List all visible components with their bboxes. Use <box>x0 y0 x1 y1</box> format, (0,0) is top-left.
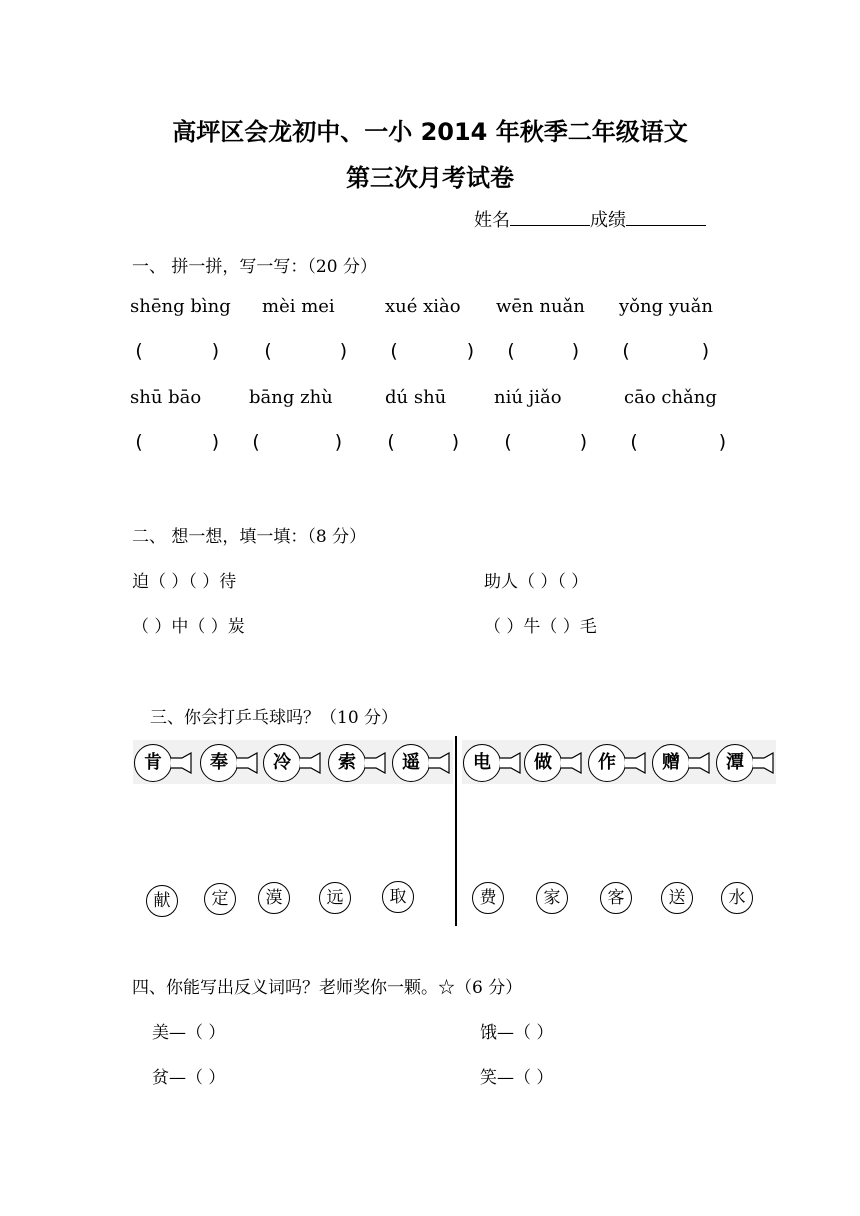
pinyin-item: xué xiào <box>385 296 461 317</box>
paddle-ball: 潭 <box>716 744 754 782</box>
paddle[interactable] <box>392 742 456 784</box>
idiom-item: 迫（ ）（ ）待 <box>132 572 237 592</box>
name-score-line <box>474 206 706 232</box>
paddle-handle-icon <box>752 752 774 774</box>
answer-paren-close: ) <box>570 340 582 362</box>
paddle-handle-icon <box>299 752 321 774</box>
answer-paren-open: ( <box>620 340 632 362</box>
paddle-handle-icon <box>236 752 258 774</box>
pinyin-item: bāng zhù <box>249 387 333 408</box>
ping-pong-ball[interactable]: 水 <box>721 882 753 914</box>
section3-divider <box>455 736 457 926</box>
antonym-item: 笑—（ ） <box>480 1068 554 1088</box>
pinyin-item: niú jiǎo <box>494 387 562 408</box>
pinyin-item: dú shū <box>385 387 447 408</box>
answer-paren-close: ) <box>450 431 462 453</box>
exam-title-line2: 第三次月考试卷 <box>346 164 514 192</box>
ping-pong-ball[interactable]: 定 <box>204 883 236 915</box>
answer-paren-close: ) <box>333 431 345 453</box>
paddle[interactable] <box>134 742 198 784</box>
paddle-ball: 索 <box>328 744 366 782</box>
paddle[interactable] <box>463 742 527 784</box>
exam-title-line1: 高坪区会龙初中、一小 2014 年秋季二年级语文 <box>172 118 688 146</box>
ping-pong-ball[interactable]: 远 <box>319 882 351 914</box>
paddle[interactable] <box>263 742 327 784</box>
paddle[interactable] <box>328 742 392 784</box>
paddle-ball: 冷 <box>263 744 301 782</box>
pinyin-item: shēng bìng <box>130 296 231 317</box>
ping-pong-ball[interactable]: 漠 <box>258 882 290 914</box>
answer-paren-open: ( <box>133 340 145 362</box>
paddle-handle-icon <box>499 752 521 774</box>
paddle[interactable] <box>716 742 780 784</box>
name-label: 姓名 <box>474 210 510 231</box>
answer-paren-open: ( <box>385 431 397 453</box>
ping-pong-ball[interactable]: 家 <box>536 882 568 914</box>
antonym-item: 贫—（ ） <box>152 1068 226 1088</box>
paddle-ball: 赠 <box>652 744 690 782</box>
ping-pong-ball[interactable]: 取 <box>382 881 414 913</box>
score-blank[interactable] <box>626 207 706 226</box>
paddle-handle-icon <box>560 752 582 774</box>
paddle[interactable] <box>200 742 264 784</box>
idiom-item: 助人（ ）（ ） <box>484 572 589 592</box>
section4-heading: 四、你能写出反义词吗？老师奖你一颗。☆（6 分） <box>132 978 523 998</box>
answer-paren-close: ) <box>717 431 729 453</box>
paddle-handle-icon <box>688 752 710 774</box>
section1-heading: 一、 拼一拼，写一写：（20 分） <box>132 257 377 277</box>
section3-heading: 三、你会打乒乓球吗？（10 分） <box>150 708 399 728</box>
ping-pong-ball[interactable]: 费 <box>472 882 504 914</box>
paddle-handle-icon <box>170 752 192 774</box>
paddle-ball: 遥 <box>392 744 430 782</box>
paddle-ball: 奉 <box>200 744 238 782</box>
answer-paren-close: ) <box>210 431 222 453</box>
pinyin-item: shū bāo <box>130 387 202 408</box>
antonym-item: 饿—（ ） <box>480 1023 554 1043</box>
answer-paren-close: ) <box>700 340 712 362</box>
ping-pong-ball[interactable]: 献 <box>146 885 178 917</box>
pinyin-item: mèi mei <box>262 296 335 317</box>
paddle[interactable] <box>524 742 588 784</box>
pinyin-item: cāo chǎng <box>624 387 717 408</box>
antonym-item: 美—（ ） <box>152 1023 226 1043</box>
answer-paren-open: ( <box>502 431 514 453</box>
paddle-ball: 电 <box>463 744 501 782</box>
paddle-ball: 做 <box>524 744 562 782</box>
score-label: 成绩 <box>590 210 626 231</box>
paddle-handle-icon <box>364 752 386 774</box>
answer-paren-open: ( <box>262 340 274 362</box>
paddle-ball: 作 <box>588 744 626 782</box>
idiom-item: （ ）牛（ ）毛 <box>484 617 597 637</box>
idiom-item: （ ）中（ ）炭 <box>132 617 245 637</box>
ping-pong-ball[interactable]: 客 <box>600 882 632 914</box>
paddle-handle-icon <box>624 752 646 774</box>
paddle-ball: 肯 <box>134 744 172 782</box>
name-blank[interactable] <box>510 207 590 226</box>
ping-pong-ball[interactable]: 送 <box>661 882 693 914</box>
pinyin-item: yǒng yuǎn <box>619 296 713 317</box>
answer-paren-close: ) <box>210 340 222 362</box>
answer-paren-close: ) <box>465 340 477 362</box>
answer-paren-open: ( <box>133 431 145 453</box>
answer-paren-open: ( <box>388 340 400 362</box>
answer-paren-open: ( <box>250 431 262 453</box>
paddle[interactable] <box>588 742 652 784</box>
answer-paren-close: ) <box>338 340 350 362</box>
paddle-handle-icon <box>428 752 450 774</box>
answer-paren-open: ( <box>628 431 640 453</box>
section2-heading: 二、 想一想，填一填：（8 分） <box>132 527 367 547</box>
pinyin-item: wēn nuǎn <box>496 296 585 317</box>
answer-paren-close: ) <box>578 431 590 453</box>
answer-paren-open: ( <box>505 340 517 362</box>
paddle[interactable] <box>652 742 716 784</box>
